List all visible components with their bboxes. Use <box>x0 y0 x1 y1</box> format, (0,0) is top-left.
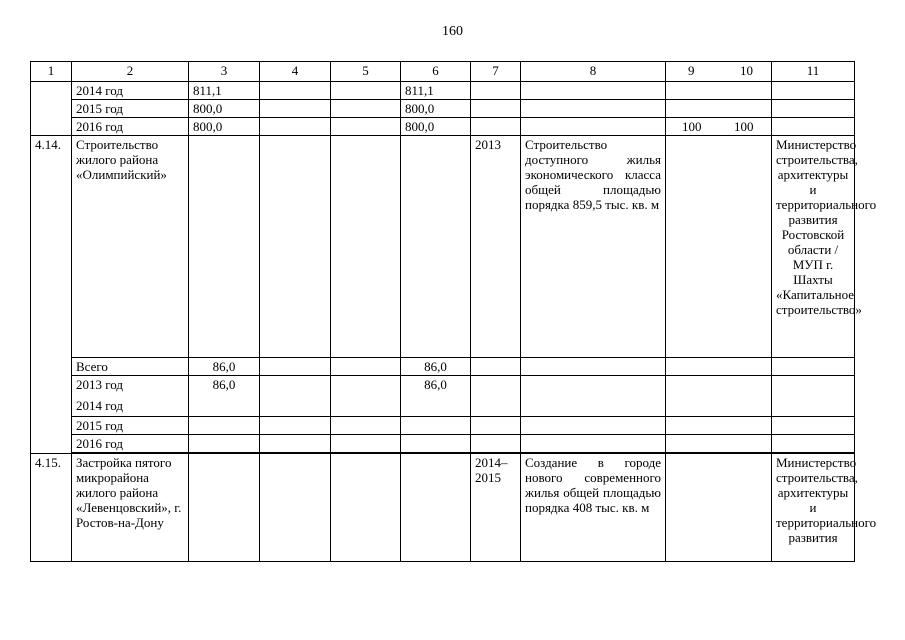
value-col5 <box>331 417 401 435</box>
col-header-1: 1 <box>31 62 72 82</box>
value-col3: 86,0 <box>189 376 260 417</box>
value-col5 <box>331 358 401 376</box>
item-4-14-main-row <box>31 136 855 358</box>
prev-item-number-cell <box>31 82 72 136</box>
row-label: 2016 год <box>72 118 189 136</box>
item-executor: Министерство строительства, архитектуры и территориального развития Ростовской области /МУП г. Шахты «Капитальное строительство» <box>772 136 855 358</box>
value-col9-10 <box>666 358 772 376</box>
value-col5 <box>331 136 401 358</box>
table-row <box>31 100 855 118</box>
value-col7 <box>471 376 521 417</box>
value-col7 <box>471 100 521 118</box>
value-col7 <box>471 435 521 453</box>
item-4-15-main-row <box>31 454 855 562</box>
value-col5 <box>331 454 401 562</box>
value-col5 <box>331 435 401 453</box>
table-row <box>31 376 855 417</box>
value-col8 <box>521 435 666 453</box>
value-col4 <box>260 100 331 118</box>
col-header-5: 5 <box>331 62 401 82</box>
table-row <box>31 82 855 100</box>
col-header-10: 10 <box>740 63 753 78</box>
value-col9-10 <box>666 417 772 435</box>
value-col6: 800,0 <box>401 100 471 118</box>
value-col11 <box>772 435 855 453</box>
item-number: 4.15. <box>31 454 72 562</box>
value-col3: 811,1 <box>189 82 260 100</box>
item-period: 2013 <box>471 136 521 358</box>
value-col7 <box>471 82 521 100</box>
value-col8 <box>521 82 666 100</box>
value-col4 <box>260 417 331 435</box>
value-col9-10 <box>666 136 772 358</box>
col-header-9: 9 <box>688 63 695 78</box>
column-number-row <box>31 62 855 82</box>
value-col11 <box>772 100 855 118</box>
value-col3 <box>189 435 260 453</box>
value-col3 <box>189 136 260 358</box>
value-col3: 800,0 <box>189 100 260 118</box>
table-row <box>31 435 855 453</box>
item-result: Строительство доступного жилья экономического класса общей площадью порядка 859,5 тыс. кв. м <box>521 136 666 358</box>
value-col7 <box>471 417 521 435</box>
value-col11 <box>772 417 855 435</box>
value-col8 <box>521 118 666 136</box>
col-header-9-10 <box>666 62 772 82</box>
col-header-6: 6 <box>401 62 471 82</box>
value-col5 <box>331 100 401 118</box>
col-header-4: 4 <box>260 62 331 82</box>
value-col3 <box>189 454 260 562</box>
row-label: Всего <box>72 358 189 376</box>
col-header-3: 3 <box>189 62 260 82</box>
value-col9-10 <box>666 435 772 453</box>
value-col11 <box>772 376 855 417</box>
table-row <box>31 358 855 376</box>
value-col11 <box>772 118 855 136</box>
value-col9: 100 <box>682 119 702 134</box>
value-col6: 86,0 <box>401 376 471 417</box>
value-col6 <box>401 454 471 562</box>
item-name: Застройка пятого микрорайона жилого района «Левенцовский», г. Ростов-на-Дону <box>72 454 189 562</box>
value-col9-10 <box>666 82 772 100</box>
table-row <box>31 118 855 136</box>
value-col9-10 <box>666 376 772 417</box>
value-col4 <box>260 435 331 453</box>
item-result: Создание в городе нового современного жилья общей площадью порядка 408 тыс. кв. м <box>521 454 666 562</box>
value-col9-10 <box>666 118 772 136</box>
value-col4 <box>260 358 331 376</box>
value-col4 <box>260 376 331 417</box>
item-name: Строительство жилого района «Олимпийский» <box>72 136 189 358</box>
value-col7 <box>471 358 521 376</box>
table-row <box>31 417 855 435</box>
row-label: 2015 год <box>72 417 189 435</box>
value-col4 <box>260 118 331 136</box>
value-col5 <box>331 118 401 136</box>
item-executor: Министерство строительства, архитектуры и территориального развития <box>772 454 855 562</box>
value-col10: 100 <box>734 119 754 134</box>
row-label: 2013 год <box>76 377 123 392</box>
item-period: 2014–2015 <box>471 454 521 562</box>
value-col3: 86,0 <box>189 358 260 376</box>
value-col4 <box>260 454 331 562</box>
value-col3: 800,0 <box>189 118 260 136</box>
value-col9-10 <box>666 454 772 562</box>
page-number: 160 <box>442 24 463 39</box>
value-col9-10 <box>666 100 772 118</box>
value-col6: 811,1 <box>401 82 471 100</box>
value-col8 <box>521 358 666 376</box>
value-col6 <box>401 435 471 453</box>
value-col11 <box>772 358 855 376</box>
value-col8 <box>521 376 666 417</box>
value-col7 <box>471 118 521 136</box>
col-header-2: 2 <box>72 62 189 82</box>
value-col8 <box>521 100 666 118</box>
col-header-11: 11 <box>772 62 855 82</box>
item-number: 4.14. <box>31 136 72 454</box>
col-header-7: 7 <box>471 62 521 82</box>
row-label: 2014 год <box>76 398 123 413</box>
row-label: 2014 год <box>72 82 189 100</box>
value-col8 <box>521 417 666 435</box>
value-col5 <box>331 376 401 417</box>
program-table <box>30 61 877 562</box>
value-col3 <box>189 417 260 435</box>
row-label-stack <box>72 376 189 417</box>
value-col6 <box>401 417 471 435</box>
value-col4 <box>260 136 331 358</box>
value-col6: 800,0 <box>401 118 471 136</box>
value-col6: 86,0 <box>401 358 471 376</box>
value-col5 <box>331 82 401 100</box>
value-col11 <box>772 82 855 100</box>
value-col4 <box>260 82 331 100</box>
value-col6 <box>401 136 471 358</box>
row-label: 2016 год <box>72 435 189 453</box>
row-label: 2015 год <box>72 100 189 118</box>
col-header-8: 8 <box>521 62 666 82</box>
